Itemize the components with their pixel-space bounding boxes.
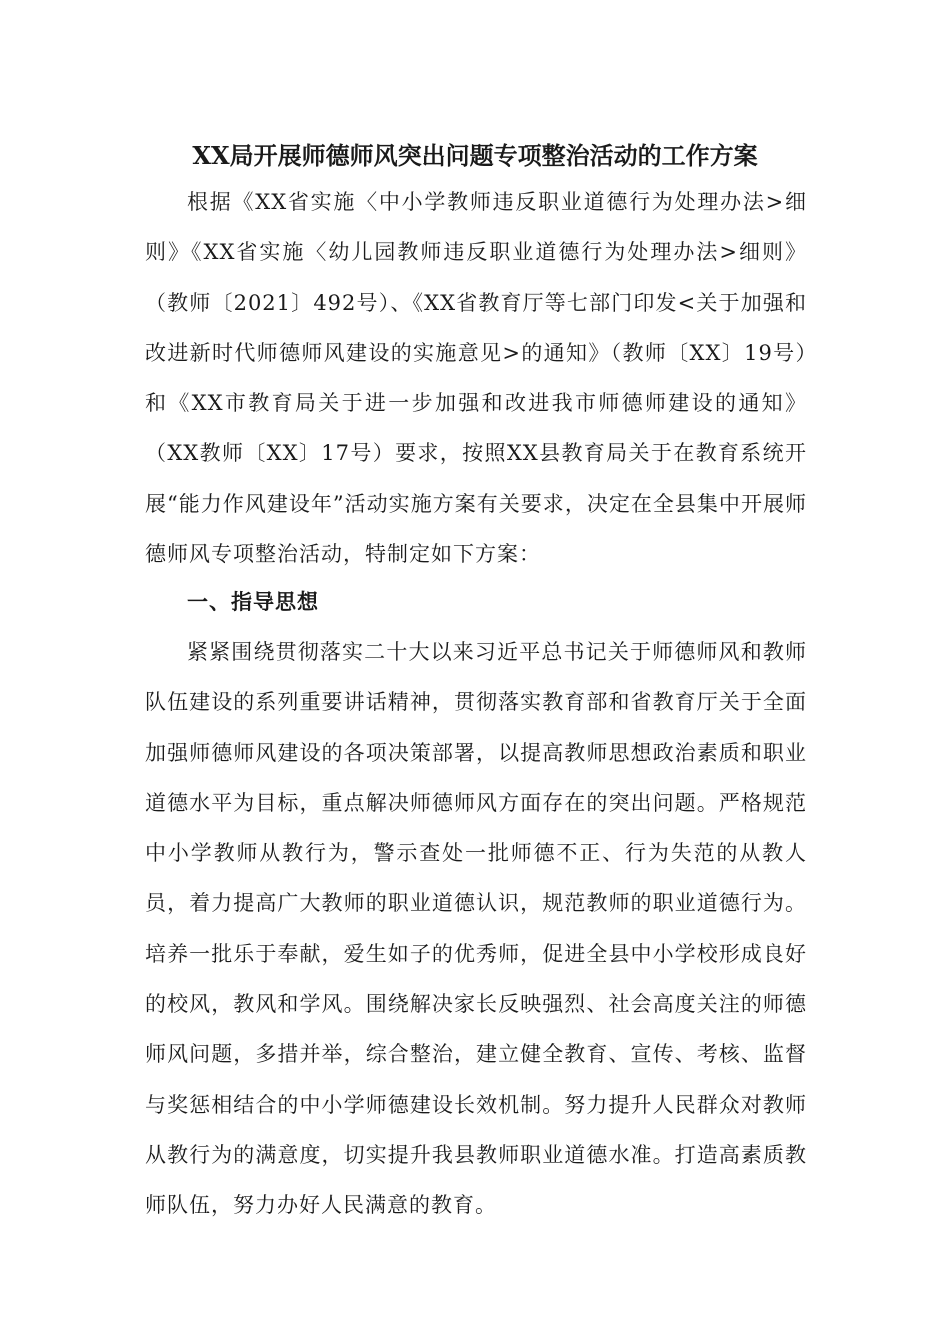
intro-paragraph: 根据《XX省实施〈中小学教师违反职业道德行为处理办法>细则》《XX省实施〈幼儿园教师违反职业道德行为处理办法>细则》（教师〔2021〕492号）、《XX省教育厅等七部门印发<关于加强和改进新时代师德师风建设的实施意见>的通知》（教师〔XX〕19号）和《XX市教育局关于进一步加强和改进我市师德师建设的通知》（XX教师〔XX〕17号）要求，按照XX县教育局关于在教育系统开展“能力作风建设年”活动实施方案有关要求，决定在全县集中开展师德师风专项整治活动，特制定如下方案： <box>145 190 807 567</box>
document-title: XX局开展师德师风突出问题专项整治活动的工作方案 <box>192 141 758 170</box>
section-heading-guiding-ideology: 一、指导思想 <box>187 590 319 614</box>
section-paragraph-guiding-ideology: 紧紧围绕贯彻落实二十大以来习近平总书记关于师德师风和教师队伍建设的系列重要讲话精神，贯彻落实教育部和省教育厅关于全面加强师德师风建设的各项决策部署，以提高教师思想政治素质和职业道德水平为目标，重点解决师德师风方面存在的突出问题。严格规范中小学教师从教行为，警示查处一批师德不正、行为失范的从教人员，着力提高广大教师的职业道德认识，规范教师的职业道德行为。培养一批乐于奉献，爱生如子的优秀师，促进全县中小学校形成良好的校风，教风和学风。围绕解决家长反映强烈、社会高度关注的师德师风问题，多措并举，综合整治，建立健全教育、宣传、考核、监督与奖惩相结合的中小学师德建设长效机制。努力提升人民群众对教师从教行为的满意度，切实提升我县教师职业道德水准。打造高素质教师队伍，努力办好人民满意的教育。 <box>145 640 807 1218</box>
